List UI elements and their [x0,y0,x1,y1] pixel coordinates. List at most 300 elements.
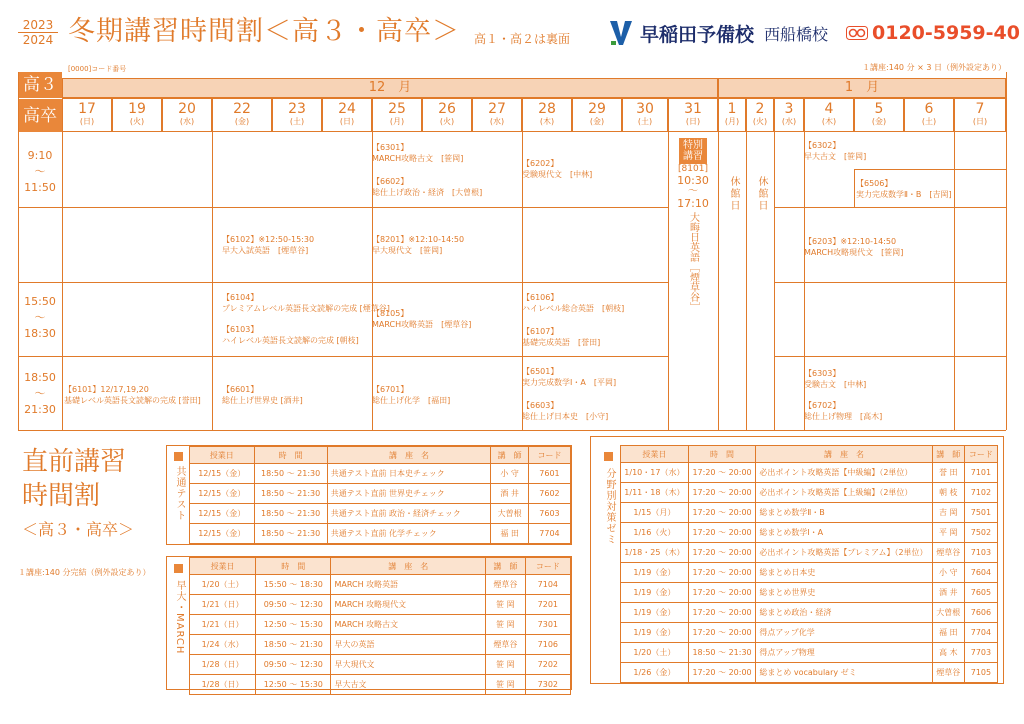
month-december: 12 月 [62,78,718,98]
table-header-row [190,558,571,575]
cell-teacher: 酒 井 [491,484,529,504]
grid-border-bottom [18,430,1006,431]
cell-time: 18:50 〜 21:30 [254,504,327,524]
year-start: 2023 [18,18,58,33]
table-row [190,655,571,675]
course-name: 実力完成数学Ⅰ・A [平岡] [522,378,617,387]
cell-date: 1/11・18（木） [621,483,689,503]
schedule-grid [18,72,1006,434]
special-lecture [668,138,718,312]
phone-number [846,22,1020,44]
cell-teacher: 高 木 [932,643,964,663]
grid-hline [774,356,804,357]
day-weekday: (金) [871,117,887,126]
day-number: 30 [636,101,654,117]
time-slot-3 [18,370,62,418]
table-row [621,643,998,663]
section-label-kyotsu: 共通テスト [174,466,185,521]
time-slot-2 [18,294,62,342]
day-column-5 [322,98,372,132]
cell-code: 7604 [964,563,997,583]
course-code: 【6601】 [222,385,259,394]
cell-code: 7501 [964,503,997,523]
day-weekday: (月) [389,117,405,126]
cell-time: 12:50 〜 15:30 [256,615,331,635]
cell-code: 7603 [528,504,570,524]
special-time-end: 17:10 [677,197,709,210]
cell-course: 共通テスト直前 政治・経済チェック [327,504,491,524]
cell-teacher: 平 岡 [932,523,964,543]
course-8105 [372,308,471,330]
cell-date: 1/10・17（水） [621,463,689,483]
course-code: 【6302】 [804,141,841,150]
cell-course: 得点アップ化学 [756,623,932,643]
column-header: 講 座 名 [331,558,486,575]
day-number: 2 [755,101,765,117]
course-6101 [64,384,201,406]
cell-course: 必出ポイント攻略英語【中級編】（2単位） [756,463,932,483]
cell-time: 17:20 〜 20:00 [688,563,756,583]
time-start: 18:50 [24,371,56,384]
lower-note: １講座:140 分完結（例外設定あり） [18,568,151,577]
time-tilde: 〜 [34,311,46,324]
cell-time: 17:20 〜 20:00 [688,623,756,643]
month-january: 1 月 [718,78,1006,98]
course-name: 受験現代文 [中林] [522,170,593,179]
course-name: 早大入試英語 [煙草谷] [222,246,309,255]
cell-code: 7606 [964,603,997,623]
day-column-0 [62,98,112,132]
course-code: 【6701】 [372,385,409,394]
course-name: 基礎レベル英語長文読解の完成 [誉田] [64,396,201,405]
day-column-11 [622,98,668,132]
section-label-bunya: 分野別対策ゼミ [604,468,615,545]
day-weekday: (金) [589,117,605,126]
cell-course: 総まとめ数学Ⅰ・A [756,523,932,543]
course-6202 [522,158,592,180]
cell-code: 7201 [525,595,570,615]
cell-teacher: 煙草谷 [932,663,964,683]
column-header: 時 間 [688,446,756,463]
table-march [166,556,572,690]
cell-date: 1/26（金） [621,663,689,683]
cell-teacher: 笹 岡 [486,675,526,695]
day-number: 17 [78,101,96,117]
cell-code: 7103 [964,543,997,563]
course-6701 [372,384,450,406]
cell-date: 1/19（金） [621,623,689,643]
grid-vline [954,132,955,430]
cell-time: 15:50 〜 18:30 [256,575,331,595]
day-weekday: (日) [685,117,701,126]
course-code: 【6106】 [522,293,559,302]
cell-course: 総まとめ世界史 [756,583,932,603]
cell-teacher: 大曽根 [491,504,529,524]
course-code: 【6702】 [804,401,841,410]
grade-bottom: 高卒 [23,106,57,126]
course-name: 受験古文 [中林] [804,380,867,389]
grid-vline [854,169,855,207]
day-weekday: (水) [489,117,505,126]
course-6104 [222,292,390,314]
cell-code: 7105 [964,663,997,683]
school-logo-icon [608,19,634,47]
course-name: ハイレベル総合英語 [朝枝] [522,304,625,313]
cell-date: 12/15（金） [190,464,255,484]
cell-date: 1/28（日） [190,675,256,695]
cell-course: 共通テスト直前 世界史チェック [327,484,491,504]
cell-time: 17:20 〜 20:00 [688,483,756,503]
course-code: 【6202】 [522,159,559,168]
column-header: 講 座 名 [756,446,932,463]
day-weekday: (木) [821,117,837,126]
day-number: 22 [233,101,251,117]
day-weekday: (火) [752,117,768,126]
cell-teacher: 吉 岡 [932,503,964,523]
cell-time: 17:20 〜 20:00 [688,583,756,603]
column-header: 講 師 [491,447,529,464]
day-column-14 [746,98,774,132]
cell-course: 必出ポイント攻略英語【プレミアム】（2単位） [756,543,932,563]
day-weekday: (金) [234,117,250,126]
cell-date: 1/19（金） [621,563,689,583]
course-name: MARCH攻略古文 [笹岡] [372,154,464,163]
course-code: 【8201】※12:10-14:50 [372,235,465,244]
day-column-2 [162,98,212,132]
course-code: 【6102】※12:50-15:30 [222,235,315,244]
course-name: 総仕上げ世界史 [酒井] [222,396,303,405]
year-end: 2024 [22,33,54,47]
closed-day-jan2: 休館日 [756,176,767,212]
table-row [190,464,571,484]
table-row [190,615,571,635]
column-header: 時 間 [256,558,331,575]
cell-date: 1/16（火） [621,523,689,543]
cell-course: MARCH 攻略現代文 [331,595,486,615]
time-tilde: 〜 [34,387,46,400]
day-number: 25 [388,101,406,117]
day-weekday: (土) [921,117,937,126]
cell-code: 7106 [525,635,570,655]
course-name: 総仕上げ政治・経済 [大曽根] [372,188,483,197]
cell-time: 18:50 〜 21:30 [254,464,327,484]
cell-teacher: 誉 田 [932,463,964,483]
day-number: 7 [975,101,985,117]
cell-code: 7202 [525,655,570,675]
course-name: MARCH攻略英語 [煙草谷] [372,320,472,329]
special-time-start: 10:30 [677,174,709,187]
day-number: 19 [128,101,146,117]
cell-date: 12/15（金） [190,524,255,544]
cell-code: 7104 [525,575,570,595]
grid-hline [18,356,668,357]
course-name: 実力完成数学Ⅱ・B [吉岡] [856,190,952,199]
cell-teacher: 酒 井 [932,583,964,603]
cell-teacher: 大曽根 [932,603,964,623]
table-row [190,575,571,595]
cell-time: 17:20 〜 20:00 [688,523,756,543]
column-header: コード [525,558,570,575]
day-weekday: (火) [129,117,145,126]
grid-vline [718,132,719,430]
lower-title-line2: 時間割 [22,481,101,511]
day-number: 3 [784,101,794,117]
table-row [190,504,571,524]
column-header: コード [528,447,570,464]
cell-time: 12:50 〜 15:30 [256,675,331,695]
course-code: 【6301】 [372,143,409,152]
day-column-16 [804,98,854,132]
day-column-6 [372,98,422,132]
grid-vline [746,132,747,430]
day-column-13 [718,98,746,132]
table-row [621,623,998,643]
grid-hline [774,282,804,283]
table-row [621,463,998,483]
course-code: 【6203】※12:10-14:50 [804,237,897,246]
course-name: ハイレベル英語長文読解の完成 [朝枝] [222,336,359,345]
day-weekday: (日) [972,117,988,126]
course-name: プレミアムレベル英語長文読解の完成 [煙草谷] [222,304,390,313]
grade-top: 高３ [18,72,62,99]
school-brand [608,16,828,50]
cell-date: 1/20（土） [190,575,256,595]
course-code: 【6103】 [222,325,259,334]
grid-vline [212,132,213,430]
course-6501 [522,366,616,388]
time-start: 15:50 [24,295,56,308]
day-weekday: (土) [289,117,305,126]
day-column-18 [904,98,954,132]
course-6702 [804,400,882,422]
grade-header [18,72,62,132]
course-name: 総仕上げ日本史 [小守] [522,412,609,421]
day-column-19 [954,98,1006,132]
course-code: 【6602】 [372,177,409,186]
day-number: 6 [924,101,934,117]
cell-code: 7101 [964,463,997,483]
time-end: 18:30 [24,327,56,340]
closed-day-jan1: 休館日 [728,176,739,212]
day-weekday: (土) [637,117,653,126]
day-weekday: (火) [439,117,455,126]
lower-title [22,445,126,513]
cell-course: 共通テスト直前 日本史チェック [327,464,491,484]
course-6302 [804,140,866,162]
course-code: 【6603】 [522,401,559,410]
freedial-icon [846,26,868,40]
day-column-12 [668,98,718,132]
table-kyotsu [166,445,572,545]
course-name: 早大古文 [笹岡] [804,152,867,161]
day-column-8 [472,98,522,132]
table-row [190,595,571,615]
day-weekday: (月) [724,117,740,126]
day-column-17 [854,98,904,132]
section-label-march: 早大・MARCH [174,580,185,655]
code-label: [0000]コード番号 [68,65,127,73]
cell-course: 早大現代文 [331,655,486,675]
column-header: コード [964,446,997,463]
course-name: 早大現代文 [笹岡] [372,246,443,255]
grid-hline [18,207,668,208]
column-header: 授業日 [190,447,255,464]
day-weekday: (日) [79,117,95,126]
cell-course: 総まとめ政治・経済 [756,603,932,623]
day-number: 26 [438,101,456,117]
cell-course: 総まとめ日本史 [756,563,932,583]
phone-text: 0120-5959-40 [872,22,1020,44]
day-number: 29 [588,101,606,117]
cell-teacher: 笹 岡 [486,615,526,635]
course-code: 【6104】 [222,293,259,302]
cell-code: 7102 [964,483,997,503]
special-label: 特別講習 [679,138,707,164]
table-bunya [598,445,998,677]
table-row [621,523,998,543]
course-code: 【6501】 [522,367,559,376]
course-6107 [522,326,600,348]
cell-time: 09:50 〜 12:30 [256,655,331,675]
table-row [621,603,998,623]
back-note: 高１・高２は裏面 [474,32,571,46]
cell-date: 12/15（金） [190,504,255,524]
cell-time: 18:50 〜 21:30 [254,484,327,504]
cell-code: 7502 [964,523,997,543]
cell-date: 1/24（水） [190,635,256,655]
course-6103 [222,324,359,346]
grid-hline [804,356,1006,357]
cell-code: 7602 [528,484,570,504]
year-label [18,18,58,47]
day-weekday: (木) [539,117,555,126]
course-name: 基礎完成英語 [誉田] [522,338,601,347]
cell-date: 1/18・25（木） [621,543,689,563]
cell-date: 12/15（金） [190,484,255,504]
course-6106 [522,292,624,314]
course-6102 [222,234,314,256]
cell-code: 7301 [525,615,570,635]
cell-code: 7703 [964,643,997,663]
day-number: 5 [874,101,884,117]
grid-hline [854,169,1006,170]
grid-hline [804,282,1006,283]
course-code: 【6303】 [804,369,841,378]
day-column-3 [212,98,272,132]
day-column-10 [572,98,622,132]
table-row [621,563,998,583]
cell-code: 7605 [964,583,997,603]
day-weekday: (水) [781,117,797,126]
cell-course: 早大古文 [331,675,486,695]
grid-hline [774,207,804,208]
course-name: 総仕上げ化学 [福田] [372,396,451,405]
cell-teacher: 小 守 [932,563,964,583]
cell-time: 17:20 〜 20:00 [688,603,756,623]
cell-code: 7704 [964,623,997,643]
course-8201 [372,234,464,256]
cell-code: 7302 [525,675,570,695]
time-slot-1 [18,148,62,196]
cell-course: 早大の英語 [331,635,486,655]
table-row [621,583,998,603]
unit-note: １講座:140 分 × 3 日（例外設定あり） [862,63,1006,72]
time-end: 21:30 [24,403,56,416]
table-row [190,675,571,695]
table-bunya-grid [620,445,998,683]
special-code: [8101] [678,164,708,174]
column-header: 講 座 名 [327,447,491,464]
school-name: 早稲田予備校 [640,23,755,46]
cell-course: MARCH 攻略英語 [331,575,486,595]
cell-teacher: 福 田 [491,524,529,544]
table-header-row [190,447,571,464]
course-6601 [222,384,303,406]
cell-date: 1/19（金） [621,603,689,623]
cell-time: 17:20 〜 20:00 [688,663,756,683]
page-title: 冬期講習時間割＜高３・高卒＞ [68,16,460,47]
course-code: 【8105】 [372,309,409,318]
cell-course: 得点アップ物理 [756,643,932,663]
cell-code: 7601 [528,464,570,484]
cell-time: 18:50 〜 21:30 [688,643,756,663]
day-number: 20 [178,101,196,117]
table-row [621,503,998,523]
grid-hline [18,282,668,283]
course-6301 [372,142,463,164]
cell-course: MARCH 攻略古文 [331,615,486,635]
column-header: 講 師 [932,446,964,463]
column-header: 授業日 [190,558,256,575]
course-6506 [856,178,952,200]
day-number: 23 [288,101,306,117]
grid-vline [62,132,63,430]
cell-course: 必出ポイント攻略英語【上級編】（2単位） [756,483,932,503]
day-number: 24 [338,101,356,117]
day-column-9 [522,98,572,132]
day-column-4 [272,98,322,132]
day-number: 1 [727,101,737,117]
table-header-row [621,446,998,463]
lower-subtitle: ＜高３・高卒＞ [22,520,135,539]
cell-time: 17:20 〜 20:00 [688,543,756,563]
cell-teacher: 笹 岡 [486,655,526,675]
time-end: 11:50 [24,181,56,194]
course-code: 【6506】 [856,179,893,188]
course-6203 [804,236,903,258]
course-code: 【6107】 [522,327,559,336]
table-row [621,663,998,683]
cell-teacher: 福 田 [932,623,964,643]
column-header: 授業日 [621,446,689,463]
table-row [190,484,571,504]
course-6303 [804,368,866,390]
cell-time: 18:50 〜 21:30 [254,524,327,544]
cell-code: 7704 [528,524,570,544]
course-name: 総仕上げ物理 [高木] [804,412,883,421]
table-march-grid [189,557,571,695]
course-6602 [372,176,482,198]
cell-date: 1/21（日） [190,595,256,615]
cell-teacher: 煙草谷 [486,575,526,595]
column-header: 時 間 [254,447,327,464]
day-number: 31 [684,101,702,117]
special-name: 大晦日英語［煙草谷］ [687,212,699,312]
table-row [621,543,998,563]
day-weekday: (日) [339,117,355,126]
day-column-7 [422,98,472,132]
lower-title-line1: 直前講習 [22,447,127,477]
